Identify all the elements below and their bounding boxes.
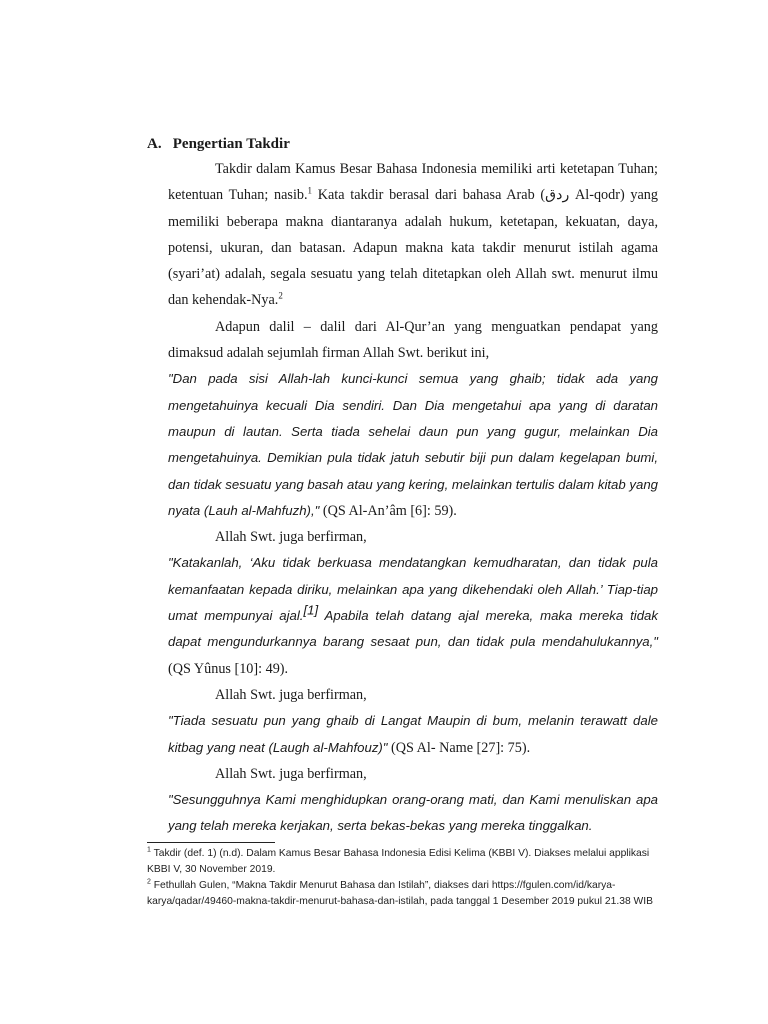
quote-1 [168,366,658,524]
footnote-1 [147,846,659,878]
intro-line-4: Allah Swt. juga berfirman, [215,765,367,782]
quote-4 [168,787,658,840]
arabic-word: ردق [545,187,570,204]
footnote-ref-2: 2 [278,290,283,301]
footnote-2 [147,878,659,910]
footnote-ref-1: 1 [307,185,313,196]
footnote-1-number: 1 [147,846,151,854]
footnote-1-text: Takdir (def. 1) (n.d). Dalam Kamus Besar Bahasa Indonesia Edisi Kelima (KBBI V). Diakses melalui applikasi KBBI V, 30 November 2019. [147,848,650,875]
section-number: A. [147,136,162,152]
quote-3-text: "Tiada sesuatu pun yang ghaib di Langat Maupin di bum, melanin terawatt dale kitbag yang neat (Laugh al-Mahfouz)" [168,713,658,755]
quote-3-reference: (QS Al- Name [27]: 75). [387,739,531,756]
footnote-2-number: 2 [147,878,151,886]
intro-line-3: Allah Swt. juga berfirman, [215,686,367,703]
paragraph-definition-part-b: Kata takdir berasal dari bahasa Arab ( [312,187,546,204]
quote-1-text: "Dan pada sisi Allah-lah kunci-kunci semua yang ghaib; tidak ada yang mengetahuinya kecuali Dia sendiri. Dan Dia mengetahui apa yang di daratan maupun di lautan. Serta tiada sehelai daun pun yang gugur, melainkan Dia mengetahuinya. Demikian pula tidak jatuh sebutir biji pun dalam kegelapan bumi, dan tidak sesuatu yang basah atau yang kering, melainkan tertulis dalam kitab yang nyata (Lauh al-Mahfuzh)," [168,371,658,518]
paragraph-definition-part-c: Al-qodr) yang memiliki beberapa makna diantaranya adalah hukum, ketetapan, kekuatan, daya, potensi, ukuran, dan batasan. Adapun makna kata takdir menurut istilah agama (syari’at) adalah, segala sesuatu yang telah ditetapkan oleh Allah swt. menurut ilmu dan kehendak-Nya. [168,187,658,309]
footnote-separator [147,842,275,843]
footnotes [147,846,659,910]
footnote-2-text: Fethullah Gulen, “Makna Takdir Menurut Bahasa dan Istilah”, diakses dari https://fgulen.com/id/karya-karya/qadar/49460-makna-takdir-menurut-bahasa-dan-istilah, pada tanggal 1 Desember 2019 pukul 21.38 WIB [147,880,653,907]
quote-1-reference: (QS Al-An’âm [6]: 59). [319,502,457,519]
paragraph-definition [168,156,658,314]
quote-2-text-b: Apabila telah datang ajal mereka, maka mereka tidak dapat mengundurkannya barang sesaat pun, dan tidak pula mendahulukannya," [168,608,658,650]
quote-2-note: [1] [303,602,319,618]
intro-line-2: Allah Swt. juga berfirman, [215,529,367,546]
quote-2-text-a: "Katakanlah, ‘Aku tidak berkuasa mendatangkan kemudharatan, dan tidak pula kemanfaatan kepada diriku, melainkan apa yang dikehendaki oleh Allah.’ Tiap-tiap umat mempunyai ajal. [168,555,658,624]
quote-3 [168,708,658,761]
paragraph-dalil: Adapun dalil – dalil dari Al-Qur’an yang menguatkan pendapat yang dimaksud adalah sejumlah firman Allah Swt. berikut ini, [168,318,658,362]
section-title: Pengertian Takdir [172,136,290,152]
quote-2 [168,550,658,681]
quote-4-text: "Sesungguhnya Kami menghidupkan orang-orang mati, dan Kami menuliskan apa yang telah mereka kerjakan, serta bekas-bekas yang mereka tinggalkan. [168,792,658,834]
quote-2-reference: (QS Yûnus [10]: 49). [168,660,289,677]
section-heading [147,136,290,153]
body-text [168,156,658,840]
paragraph-definition-part-a: Takdir dalam Kamus Besar Bahasa Indonesia memiliki arti ketetapan Tuhan; ketentuan Tuhan; nasib. [168,161,658,204]
